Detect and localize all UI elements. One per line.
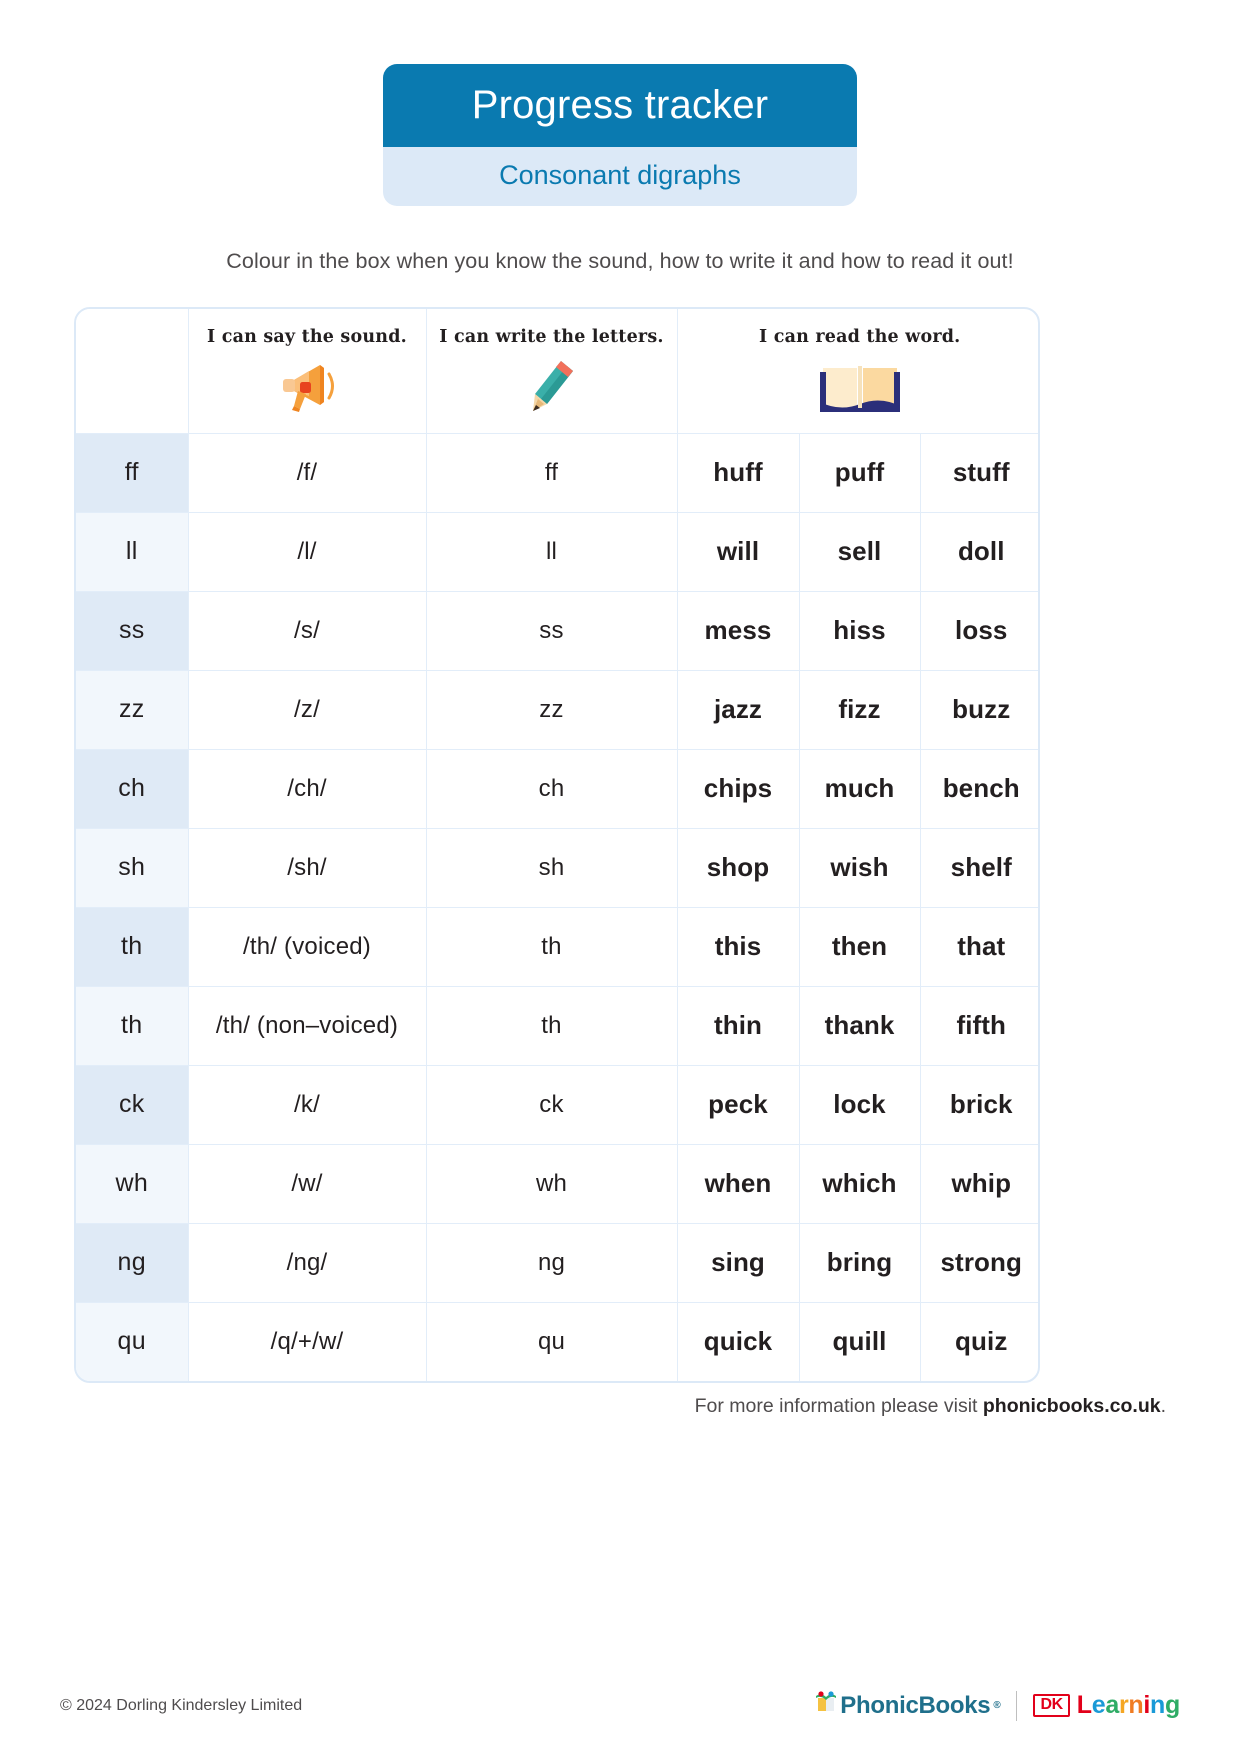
row-word[interactable]: fifth bbox=[920, 986, 1040, 1065]
page-footer bbox=[0, 1690, 1240, 1721]
row-write-letters[interactable]: ck bbox=[426, 1065, 677, 1144]
row-word[interactable]: stuff bbox=[920, 433, 1040, 512]
row-say-sound[interactable]: /q/+/w/ bbox=[188, 1302, 426, 1381]
phonicbooks-trademark: ® bbox=[993, 1700, 1001, 1711]
row-write-letters[interactable]: ng bbox=[426, 1223, 677, 1302]
row-say-sound[interactable]: /sh/ bbox=[188, 828, 426, 907]
table-header-row bbox=[76, 309, 1040, 433]
row-say-sound[interactable]: /f/ bbox=[188, 433, 426, 512]
row-word[interactable]: sing bbox=[677, 1223, 799, 1302]
brand-divider bbox=[1016, 1691, 1017, 1721]
row-word[interactable]: buzz bbox=[920, 670, 1040, 749]
more-information-line bbox=[695, 1395, 1166, 1418]
row-grapheme[interactable]: wh bbox=[76, 1144, 188, 1223]
row-grapheme[interactable]: ng bbox=[76, 1223, 188, 1302]
row-word[interactable]: loss bbox=[920, 591, 1040, 670]
dk-badge: DK bbox=[1033, 1694, 1069, 1717]
row-word[interactable]: whip bbox=[920, 1144, 1040, 1223]
row-word[interactable]: thank bbox=[799, 986, 920, 1065]
row-word[interactable]: this bbox=[677, 907, 799, 986]
row-word[interactable]: huff bbox=[677, 433, 799, 512]
table-row bbox=[76, 433, 1040, 512]
phonicbooks-wordmark: PhonicBooks bbox=[840, 1691, 991, 1719]
table-row bbox=[76, 1302, 1040, 1381]
row-say-sound[interactable]: /th/ (voiced) bbox=[188, 907, 426, 986]
header-label-write: I can write the letters. bbox=[439, 326, 664, 347]
row-word[interactable]: quill bbox=[799, 1302, 920, 1381]
row-say-sound[interactable]: /th/ (non–voiced) bbox=[188, 986, 426, 1065]
row-word[interactable]: which bbox=[799, 1144, 920, 1223]
row-word[interactable]: hiss bbox=[799, 591, 920, 670]
row-word[interactable]: fizz bbox=[799, 670, 920, 749]
megaphone-icon bbox=[189, 357, 426, 415]
pencil-icon bbox=[427, 357, 677, 415]
row-grapheme[interactable]: ll bbox=[76, 512, 188, 591]
row-word[interactable]: then bbox=[799, 907, 920, 986]
row-grapheme[interactable]: th bbox=[76, 907, 188, 986]
row-grapheme[interactable]: ch bbox=[76, 749, 188, 828]
dk-learning-wordmark: Learning bbox=[1076, 1691, 1180, 1719]
table-row bbox=[76, 828, 1040, 907]
row-grapheme[interactable]: ff bbox=[76, 433, 188, 512]
row-say-sound[interactable]: /s/ bbox=[188, 591, 426, 670]
row-word[interactable]: mess bbox=[677, 591, 799, 670]
row-word[interactable]: doll bbox=[920, 512, 1040, 591]
row-word[interactable]: wish bbox=[799, 828, 920, 907]
row-grapheme[interactable]: qu bbox=[76, 1302, 188, 1381]
row-grapheme[interactable]: th bbox=[76, 986, 188, 1065]
page-subtitle: Consonant digraphs bbox=[383, 147, 857, 206]
row-write-letters[interactable]: qu bbox=[426, 1302, 677, 1381]
row-word[interactable]: quiz bbox=[920, 1302, 1040, 1381]
row-write-letters[interactable]: th bbox=[426, 986, 677, 1065]
row-word[interactable]: that bbox=[920, 907, 1040, 986]
table-row bbox=[76, 512, 1040, 591]
row-word[interactable]: jazz bbox=[677, 670, 799, 749]
row-word[interactable]: when bbox=[677, 1144, 799, 1223]
brand-logos bbox=[815, 1690, 1180, 1721]
table-body bbox=[76, 433, 1040, 1381]
row-say-sound[interactable]: /ch/ bbox=[188, 749, 426, 828]
row-say-sound[interactable]: /k/ bbox=[188, 1065, 426, 1144]
phonicbooks-logo bbox=[815, 1690, 1000, 1721]
header-label-say: I can say the sound. bbox=[207, 326, 407, 347]
table-row bbox=[76, 986, 1040, 1065]
row-word[interactable]: lock bbox=[799, 1065, 920, 1144]
row-say-sound[interactable]: /ng/ bbox=[188, 1223, 426, 1302]
row-word[interactable]: peck bbox=[677, 1065, 799, 1144]
row-write-letters[interactable]: th bbox=[426, 907, 677, 986]
row-grapheme[interactable]: zz bbox=[76, 670, 188, 749]
row-word[interactable]: bring bbox=[799, 1223, 920, 1302]
header-label-read: I can read the word. bbox=[759, 326, 961, 347]
row-word[interactable]: bench bbox=[920, 749, 1040, 828]
row-word[interactable]: sell bbox=[799, 512, 920, 591]
row-grapheme[interactable]: sh bbox=[76, 828, 188, 907]
row-word[interactable]: strong bbox=[920, 1223, 1040, 1302]
copyright-text: © 2024 Dorling Kindersley Limited bbox=[60, 1696, 303, 1714]
header-cell-read bbox=[677, 309, 1040, 433]
table-row bbox=[76, 749, 1040, 828]
row-write-letters[interactable]: wh bbox=[426, 1144, 677, 1223]
row-word[interactable]: shop bbox=[677, 828, 799, 907]
row-write-letters[interactable]: ll bbox=[426, 512, 677, 591]
row-grapheme[interactable]: ck bbox=[76, 1065, 188, 1144]
table-row bbox=[76, 670, 1040, 749]
header-card bbox=[383, 64, 857, 206]
phonicbooks-link[interactable]: phonicbooks.co.uk bbox=[982, 1395, 1161, 1417]
row-word[interactable]: much bbox=[799, 749, 920, 828]
row-write-letters[interactable]: sh bbox=[426, 828, 677, 907]
header-cell-write bbox=[426, 309, 677, 433]
row-say-sound[interactable]: /w/ bbox=[188, 1144, 426, 1223]
row-word[interactable]: puff bbox=[799, 433, 920, 512]
row-word[interactable]: shelf bbox=[920, 828, 1040, 907]
page-header bbox=[0, 0, 1240, 206]
progress-tracker-table bbox=[74, 307, 1040, 1383]
table-row bbox=[76, 907, 1040, 986]
visit-suffix: . bbox=[1160, 1395, 1166, 1417]
row-word[interactable]: thin bbox=[677, 986, 799, 1065]
visit-prefix: For more information please visit bbox=[694, 1395, 983, 1417]
header-cell-blank bbox=[76, 309, 188, 433]
row-grapheme[interactable]: ss bbox=[76, 591, 188, 670]
row-say-sound[interactable]: /l/ bbox=[188, 512, 426, 591]
row-word[interactable]: chips bbox=[677, 749, 799, 828]
row-write-letters[interactable]: ss bbox=[426, 591, 677, 670]
row-write-letters[interactable]: ch bbox=[426, 749, 677, 828]
row-say-sound[interactable]: /z/ bbox=[188, 670, 426, 749]
dk-learning-logo bbox=[1033, 1691, 1180, 1720]
row-word[interactable]: brick bbox=[920, 1065, 1040, 1144]
row-word[interactable]: will bbox=[677, 512, 799, 591]
table-row bbox=[76, 1144, 1040, 1223]
phonicbooks-mark-icon bbox=[815, 1690, 837, 1721]
row-word[interactable]: quick bbox=[677, 1302, 799, 1381]
table-row bbox=[76, 591, 1040, 670]
table-row bbox=[76, 1065, 1040, 1144]
row-write-letters[interactable]: zz bbox=[426, 670, 677, 749]
instruction-text: Colour in the box when you know the sound, how to write it and how to read it out! bbox=[226, 249, 1014, 273]
header-cell-say bbox=[188, 309, 426, 433]
page-title: Progress tracker bbox=[383, 64, 857, 147]
row-write-letters[interactable]: ff bbox=[426, 433, 677, 512]
open-book-icon bbox=[678, 357, 1041, 415]
table-row bbox=[76, 1223, 1040, 1302]
